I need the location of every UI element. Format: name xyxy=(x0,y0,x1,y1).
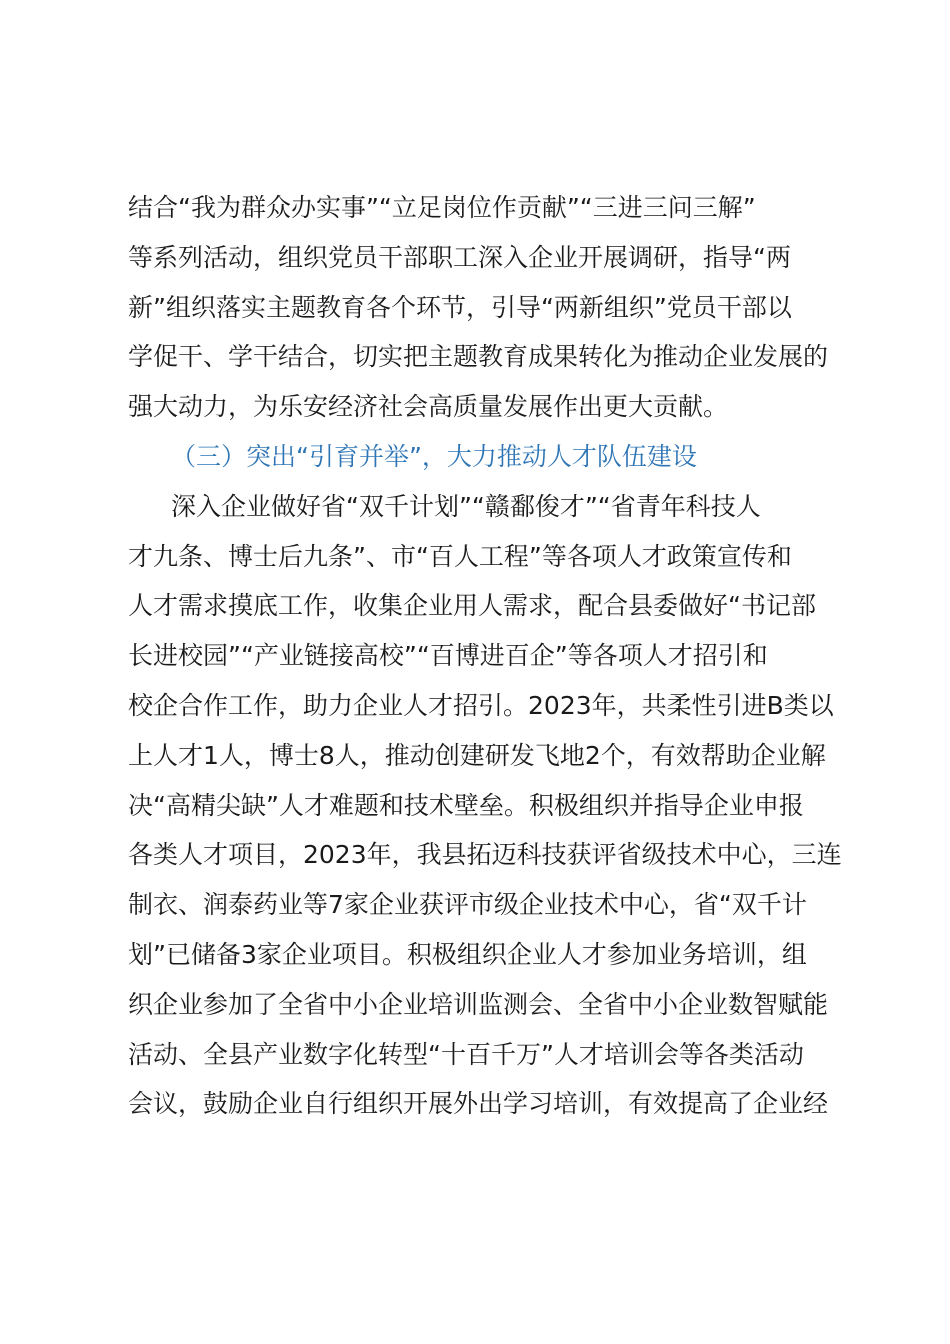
body-line: 强大动力，为乐安经济社会高质量发展作出更大贡献。 xyxy=(128,392,729,422)
body-line: 各类人才项目，2023年，我县拓迈科技获评省级技术中心，三连 xyxy=(128,840,842,870)
body-line: 人才需求摸底工作，收集企业用人需求，配合县委做好“书记部 xyxy=(128,591,816,621)
body-line: 结合“我为群众办实事”“立足岗位作贡献”“三进三问三解” xyxy=(128,193,756,222)
paragraph-first-line: 深入企业做好省“双千计划”“赣鄱俊才”“省青年科技人 xyxy=(171,491,761,521)
body-line: 活动、全县产业数字化转型“十百千万”人才培训会等各类活动 xyxy=(128,1039,804,1069)
document-body xyxy=(128,183,868,1129)
body-line: 上人才1人，博士8人，推动创建研发飞地2个，有效帮助企业解 xyxy=(128,740,826,770)
section-heading: （三）突出“引育并举”，大力推动人才队伍建设 xyxy=(171,441,697,471)
body-line: 会议，鼓励企业自行组织开展外出学习培训，有效提高了企业经 xyxy=(128,1089,829,1119)
body-line: 制衣、润泰药业等7家企业获评市级企业技术中心，省“双千计 xyxy=(128,890,807,920)
body-line: 织企业参加了全省中小企业培训监测会、全省中小企业数智赋能 xyxy=(128,989,829,1019)
body-line: 才九条、博士后九条”、市“百人工程”等各项人才政策宣传和 xyxy=(128,541,792,571)
body-line: 划”已储备3家企业项目。积极组织企业人才参加业务培训，组 xyxy=(128,939,807,969)
body-line: 新”组织落实主题教育各个环节，引导“两新组织”党员干部以 xyxy=(128,292,792,322)
body-line: 学促干、学干结合，切实把主题教育成果转化为推动企业发展的 xyxy=(128,342,829,372)
body-line: 校企合作工作，助力企业人才招引。2023年，共柔性引进B类以 xyxy=(128,690,834,720)
body-line: 决“高精尖缺”人才难题和技术壁垒。积极组织并指导企业申报 xyxy=(128,790,804,820)
body-line: 等系列活动，组织党员干部职工深入企业开展调研，指导“两 xyxy=(128,242,791,272)
body-line: 长进校园”“产业链接高校”“百博进百企”等各项人才招引和 xyxy=(128,641,768,671)
